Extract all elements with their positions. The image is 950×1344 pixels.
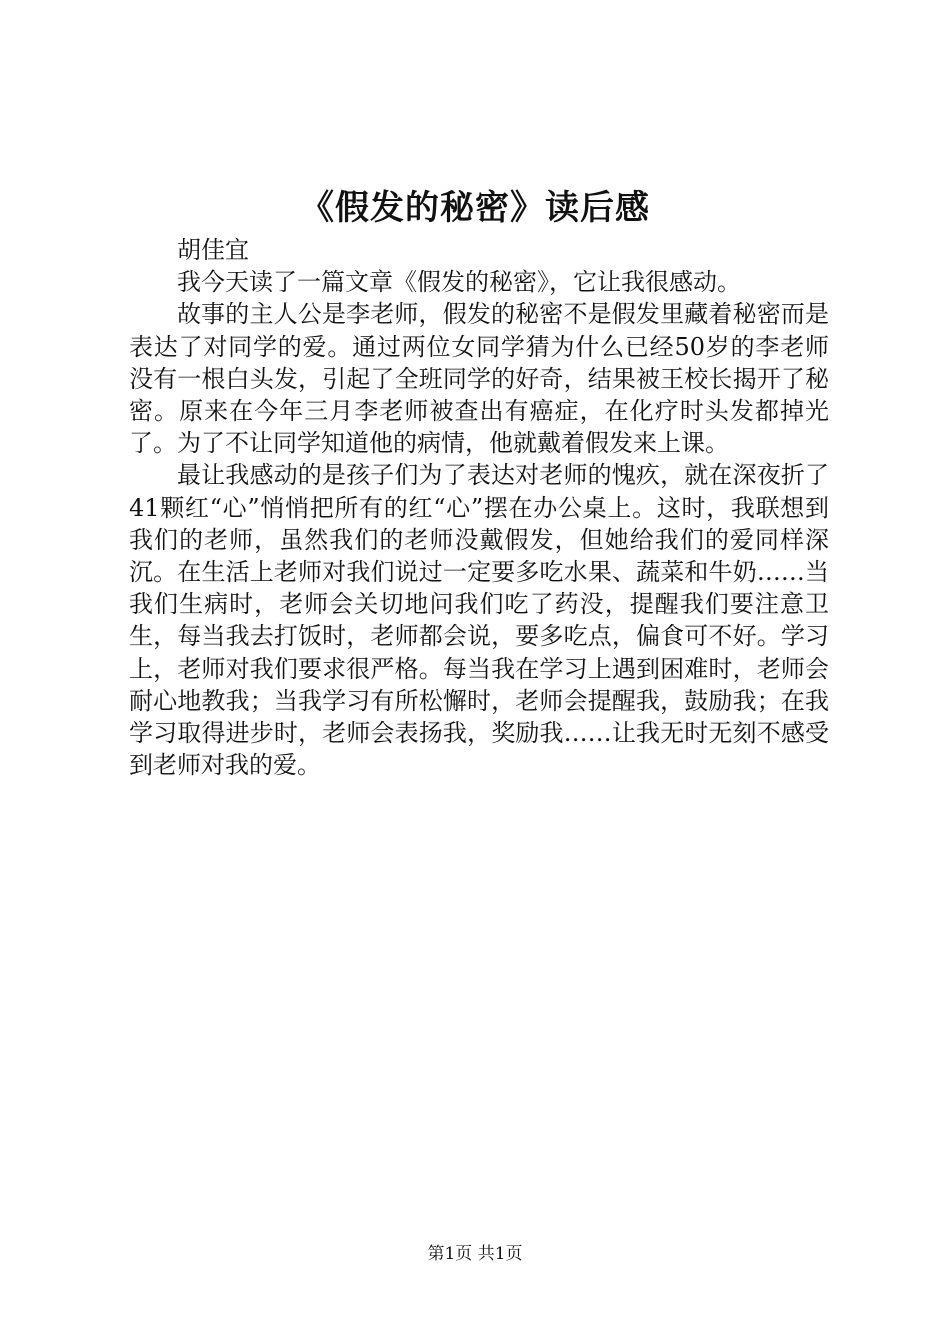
page-footer: 第1页 共1页 [427, 1244, 523, 1264]
paragraph-1: 我今天读了一篇文章《假发的秘密》，它让我很感动。 [177, 268, 741, 297]
paragraph-3: 最让我感动的是孩子们为了表达对老师的愧疚，就在深夜折了41颗红“心”悄悄把所有的红“心”摆在办公桌上。这时，我联想到我们的老师，虽然我们的老师没戴假发，但她给我们的爱同样深沉。在生活上老师对我们说过一定要多吃水果、蔬菜和牛奶……当我们生病时，老师会关切地问我们吃了药没，提醒我们要注意卫生，每当我去打饭时，老师都会说，要多吃点，偏食可不好。学习上，老师对我们要求很严格。每当我在学习上遇到困难时，老师会耐心地教我；当我学习有所松懈时，老师会提醒我，鼓励我；在我学习取得进步时，老师会表扬我，奖励我……让我无时无刻不感受到老师对我的爱。 [129, 461, 829, 780]
document-body [129, 234, 829, 781]
paragraph-2: 故事的主人公是李老师，假发的秘密不是假发里藏着秘密而是表达了对同学的爱。通过两位女同学猜为什么已经50岁的李老师没有一根白头发，引起了全班同学的好奇，结果被王校长揭开了秘密。原来在今年三月李老师被查出有癌症，在化疗时头发都掉光了。为了不让同学知道他的病情，他就戴着假发来上课。 [129, 300, 829, 458]
author-line: 胡佳宜 [177, 236, 249, 264]
document-title: 《假发的秘密》读后感 [300, 188, 650, 228]
